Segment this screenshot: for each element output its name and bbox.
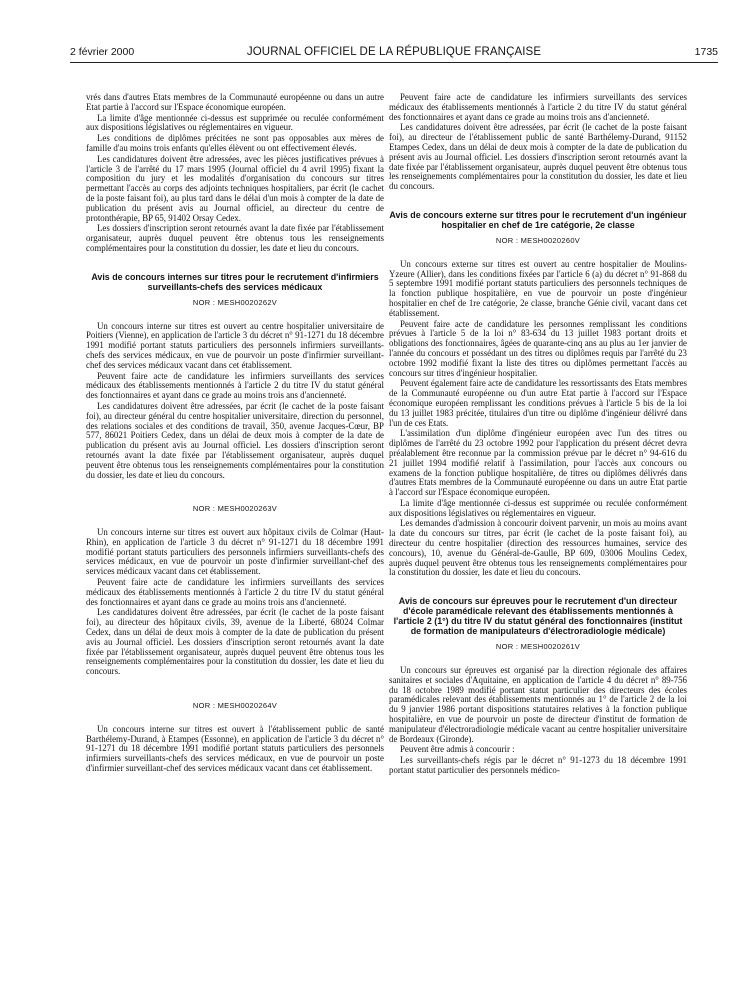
nor-reference: NOR : MESH0020263V (192, 504, 278, 514)
notice-title: Avis de concours sur épreuves pour le recrutement d'un directeur d'école paramédicale relevant des établissements mentionnés à l'article 2 (1°) du titre IV du statut général des fonctionnaires (institut de formation de manipulateurs d'électroradiologie médicale) (393, 596, 683, 637)
paragraph: Les surveillants-chefs régis par le décret n° 91-1273 du 18 décembre 1991 portant statut particulier des personnels médico- (389, 755, 687, 776)
paragraph: La limite d'âge mentionnée ci-dessus est supprimée ou reculée conformément aux dispositions législatives ou réglementaires en vigueur. (86, 112, 384, 133)
paragraph: Un concours sur épreuves est organisé par la direction régionale des affaires sanitaires et sociales d'Aquitaine, en application de l'article 4 du décret n° 89-756 du 18 octobre 1989 modifié portant statut particulier des directeurs des écoles paramédicales relevant des établissements mentionnés au 1° de l'article 2 de la loi du 9 janvier 1986 portant dispositions statutaires relatives à la fonction publique hospitalière, en vue de pourvoir un poste de directeur d'institut de formation de manipulateur d'électroradiologie médicale vacant au centre hospitalier universitaire de Bordeaux (Gironde). (389, 665, 687, 744)
paragraph: La limite d'âge mentionnée ci-dessus est supprimée ou reculée conformément aux dispositions législatives ou réglementaires en vigueur. (389, 497, 687, 518)
paragraph: Un concours interne sur titres est ouvert à l'établissement public de santé Barthélemy-Durand, à Etampes (Essonne), en application de l'article 3 du décret n° 91-1271 du 18 décembre 1991 modifié portant statuts particuliers des personnels infirmiers surveillants-chefs des services médicaux, en vue de pourvoir un poste d'infirmier surveillant-chef des services médicaux vacant dans cet établissement. (86, 723, 384, 774)
paragraph: Les candidatures doivent être adressées, par écrit (le cachet de la poste faisant foi), au directeur des hôpitaux civils, 39, avenue de la Liberté, 68024 Colmar Cedex, dans un délai de deux mois à compter de la date de publication du présent avis au Journal officiel. Les dossiers d'inscription seront retournés avant la date fixée par l'établissement organisateur, auprès duquel peuvent être obtenus tous les renseignements complémentaires pour la constitution du dossier, les date et lieu du concours. (86, 607, 384, 677)
nor-reference: NOR : MESH0020260V (495, 235, 581, 245)
issue-date: 2 février 2000 (70, 46, 135, 58)
paragraph: Peuvent faire acte de candidature les personnes remplissant les conditions prévues à l'article 5 de la loi n° 83-634 du 13 juillet 1983 portant droits et obligations des fonctionnaires, âgées de quarante-cinq ans au plus au 1er janvier de l'année du concours et possédant un des titres ou diplômes requis par l'arrêté du 23 octobre 1992 modifié fixant la liste des titres ou diplômes permettant l'accès au concours sur titres d'ingénieur hospitalier. (389, 318, 687, 378)
paragraph: Peuvent être admis à concourir : (400, 744, 515, 755)
paragraph: Peuvent faire acte de candidature les infirmiers surveillants des services médicaux des établissements mentionnés à l'article 2 du titre IV du statut général des fonctionnaires et ayant dans ce grade au moins trois ans d'ancienneté. (389, 92, 687, 122)
paragraph: Peuvent faire acte de candidature les infirmiers surveillants des services médicaux des établissements mentionnés à l'article 2 du titre IV du statut général des fonctionnaires et ayant dans ce grade au moins trois ans d'ancienneté. (86, 577, 384, 607)
paragraph: Peuvent faire acte de candidature les infirmiers surveillants des services médicaux des établissements mentionnés à l'article 2 du titre IV du statut général des fonctionnaires et ayant dans ce grade au moins trois ans d'ancienneté. (86, 370, 384, 401)
nor-reference: NOR : MESH0020261V (495, 642, 581, 652)
paragraph: vrés dans d'autres Etats membres de la Communauté européenne ou dans un autre Etat partie à l'accord sur l'Espace économique européen. (86, 92, 384, 112)
header-rule (70, 62, 718, 63)
nor-reference: NOR : MESH0020264V (192, 701, 278, 711)
paragraph: Peuvent également faire acte de candidature les ressortissants des Etats membres de la Communauté européenne ou d'un autre Etat partie à l'accord sur l'Espace économique européen remplissant les conditions prévues à l'article 5 bis de la loi du 13 juillet 1983 précitée, titulaires d'un titre ou diplôme d'ingénieur délivré dans l'un de ces Etats. (389, 378, 687, 428)
paragraph: Les candidatures doivent être adressées, par écrit (le cachet de la poste faisant foi), au directeur général du centre hospitalier universitaire, direction du personnel, des relations sociales et des conditions de travail, 350, avenue Jacques-Cœur, BP 577, 86021 Poitiers Cedex, dans un délai de deux mois à compter de la date de publication du présent avis au Journal officiel. Les dossiers d'inscription seront retournés avant la date fixée par l'établissement organisateur, auprès duquel peuvent être obtenus tous les renseignements complémentaires pour la constitution du dossier, les date et lieu du concours. (86, 400, 384, 480)
paragraph: L'assimilation d'un diplôme d'ingénieur européen avec l'un des titres ou diplômes de l'arrêté du 23 octobre 1992 pour l'application du présent décret devra préalablement être reconnue par la commission prévue par le décret n° 94-616 du 21 juillet 1994 modifié relatif à l'assimilation, pour l'accès aux concours ou examens de la fonction publique hospitalière, de titres ou diplômes délivrés dans d'autres Etats membres de la Communauté européenne ou dans un autre Etat partie à l'accord sur l'Espace économique européen. (389, 428, 687, 498)
page-number: 1735 (694, 46, 718, 58)
paragraph: Un concours interne sur titres est ouvert au centre hospitalier universitaire de Poitiers (Vienne), en application de l'article 3 du décret n° 91-1271 du 18 décembre 1991 modifié portant statuts particuliers des personnels infirmiers surveillants-chefs des services médicaux, en vue de pourvoir un poste d'infirmier surveillant-chef des services médicaux vacant dans cet établissement. (86, 320, 384, 370)
page-header (70, 46, 718, 60)
paragraph: Les candidatures doivent être adressées, avec les pièces justificatives prévues à l'article 3 de l'arrêté du 17 mars 1995 (Journal officiel du 4 avril 1995) fixant la composition du jury et les modalités d'organisation du concours sur titres permettant l'accès au corps des adjoints techniques hospitaliers, par écrit (le cachet de la poste faisant foi), au plus tard dans le délai d'un mois à compter de la date de publication du présent avis au Journal officiel, au directeur du centre de protonthérapie, BP 65, 91402 Orsay Cedex. (86, 153, 384, 223)
right-column (389, 93, 687, 777)
nor-reference: NOR : MESH0020262V (192, 297, 278, 307)
left-column (86, 93, 384, 775)
paragraph: Un concours externe sur titres est ouvert au centre hospitalier de Moulins-Yzeure (Allier), dans les conditions fixées par l'article 6 (a) du décret n° 91-868 du 5 septembre 1991 modifié portant statuts particuliers des personnels techniques de la fonction publique hospitalière, en vue de pourvoir un poste d'ingénieur hospitalier en chef de 1re catégorie, 2e classe, branche Génie civil, vacant dans cet établissement. (389, 258, 687, 318)
paragraph: Les conditions de diplômes précitées ne sont pas opposables aux mères de famille d'au moins trois enfants qu'elles élèvent ou ont effectivement élevés. (86, 133, 384, 153)
paragraph: Les candidatures doivent être adressées, par écrit (le cachet de la poste faisant foi), au directeur de l'établissement public de santé Barthélemy-Durand, 91152 Etampes Cedex, dans un délai de deux mois à compter de la date de publication du présent avis au Journal officiel. Les dossiers d'inscription seront retournés avant la date fixée par l'établissement organisateur, auprès duquel peuvent être obtenus tous les renseignements complémentaires pour la constitution du dossier, les date et lieu du concours. (389, 122, 687, 192)
paragraph: Les demandes d'admission à concourir doivent parvenir, un mois au moins avant la date du concours sur titres, par écrit (le cachet de la poste faisant foi), au directeur du centre hospitalier (direction des ressources humaines, service des concours), 10, avenue du Général-de-Gaulle, BP 609, 03006 Moulins Cedex, auprès duquel peuvent être obtenus tous les renseignements complémentaires pour la constitution du dossier, les date et lieu du concours. (389, 518, 687, 578)
notice-title: Avis de concours externe sur titres pour le recrutement d'un ingénieur hospitalier en chef de 1re catégorie, 2e classe (389, 209, 687, 230)
paragraph: Les dossiers d'inscription seront retournés avant la date fixée par l'établissement organisateur, auprès duquel peuvent être obtenus tous les renseignements complémentaires pour la constitution du dossier, les date et lieu du concours. (86, 223, 384, 253)
notice-title: Avis de concours internes sur titres pour le recrutement d'infirmiers surveillants-chefs des services médicaux (91, 271, 379, 292)
journal-title: JOURNAL OFFICIEL DE LA RÉPUBLIQUE FRANÇAISE (246, 46, 542, 58)
paragraph: Un concours interne sur titres est ouvert aux hôpitaux civils de Colmar (Haut-Rhin), en application de l'article 3 du décret n° 91-1271 du 18 décembre 1991 modifié portant statuts particuliers des personnels infirmiers surveillants-chefs des services médicaux, en vue de pourvoir un poste d'infirmier surveillant-chef des services médicaux vacant dans cet établissement. (86, 527, 384, 577)
